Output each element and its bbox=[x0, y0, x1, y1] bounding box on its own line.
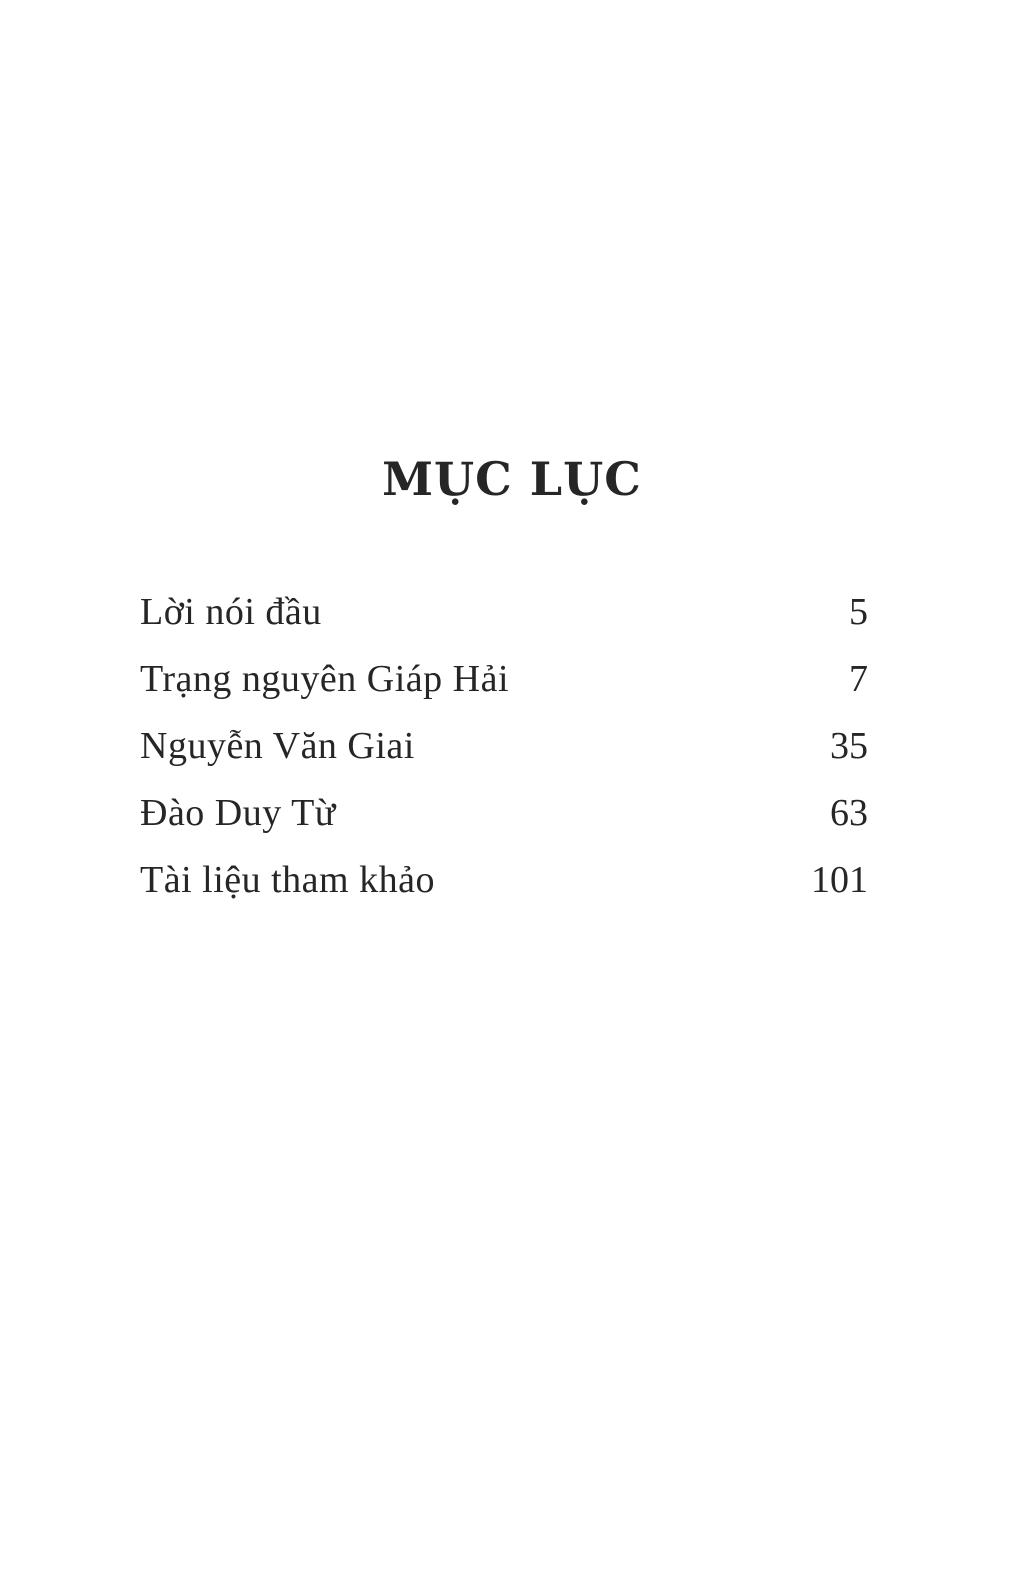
toc-entry-label: Trạng nguyên Giáp Hải bbox=[140, 657, 509, 700]
toc-title: MỤC LỤC bbox=[382, 452, 642, 506]
toc-list bbox=[140, 578, 868, 913]
toc-entry bbox=[140, 712, 868, 779]
toc-entry bbox=[140, 645, 868, 712]
toc-entry bbox=[140, 846, 868, 913]
toc-entry-page-number: 5 bbox=[849, 590, 868, 633]
toc-entry-label: Nguyễn Văn Giai bbox=[140, 724, 415, 767]
toc-entry-label: Lời nói đầu bbox=[140, 590, 322, 633]
toc-entry-page-number: 35 bbox=[830, 724, 868, 767]
toc-entry bbox=[140, 578, 868, 645]
toc-entry-page-number: 7 bbox=[849, 657, 868, 700]
toc-entry-page-number: 101 bbox=[811, 858, 868, 901]
toc-entry bbox=[140, 779, 868, 846]
toc-entry-page-number: 63 bbox=[830, 791, 868, 834]
toc-entry-label: Đào Duy Từ bbox=[140, 791, 336, 834]
toc-entry-label: Tài liệu tham khảo bbox=[140, 858, 435, 901]
